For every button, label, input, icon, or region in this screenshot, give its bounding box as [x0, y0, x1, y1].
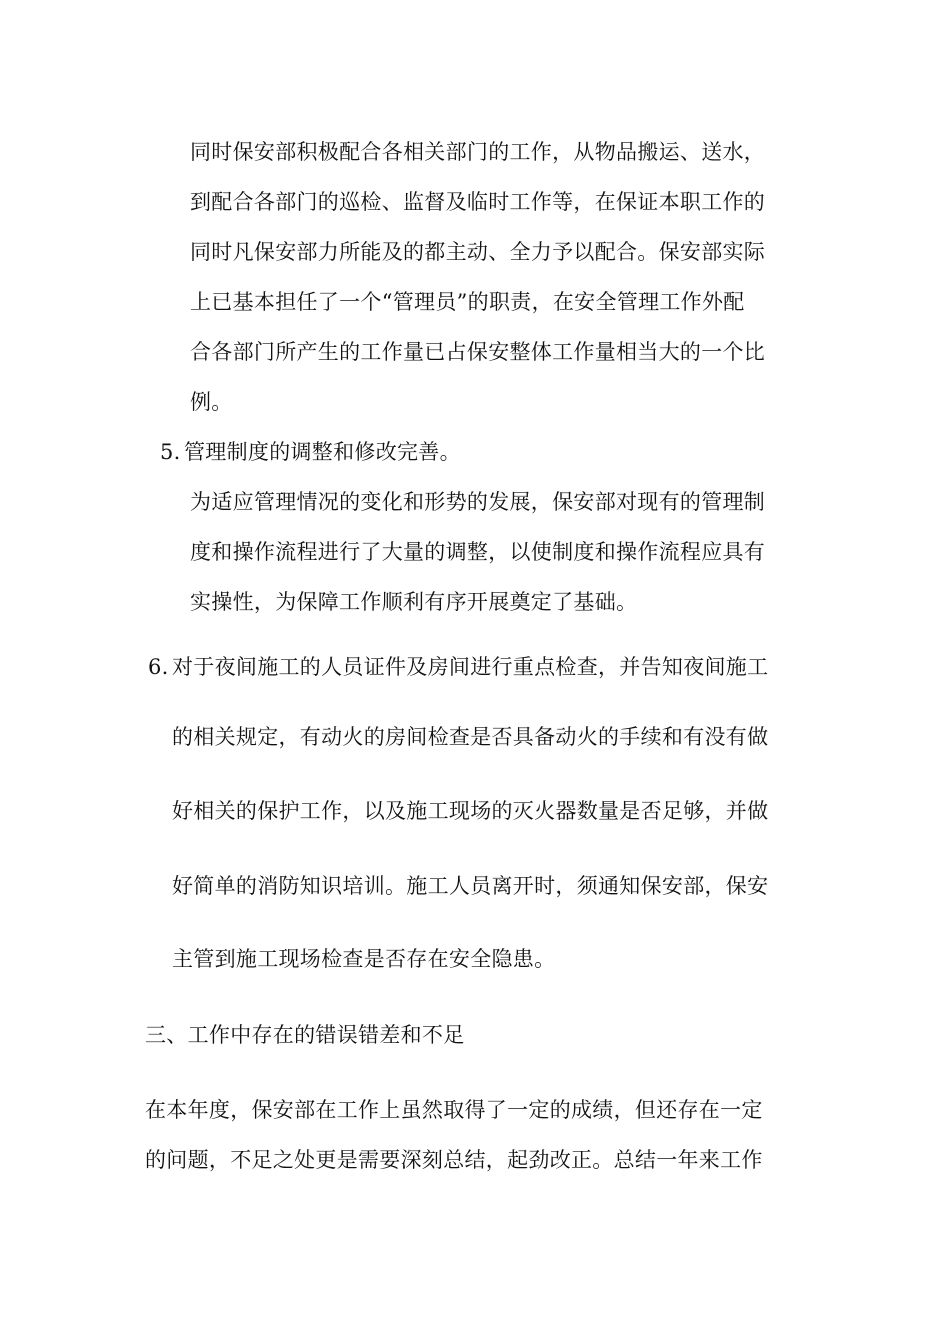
paragraph-line: 的相关规定，有动火的房间检查是否具备动火的手续和有没有做	[172, 725, 769, 749]
item-6-heading	[148, 653, 768, 681]
section-heading: 三、工作中存在的错误错差和不足	[145, 1023, 465, 1047]
paragraph-line: 在本年度，保安部在工作上虽然取得了一定的成绩，但还存在一定	[145, 1098, 763, 1122]
item-number: 6.	[148, 655, 169, 679]
paragraph-line: 实操性，为保障工作顺利有序开展奠定了基础。	[190, 590, 638, 614]
paragraph-line: 同时凡保安部力所能及的都主动、全力予以配合。保安部实际	[190, 240, 766, 264]
paragraph-line: 到配合各部门的巡检、监督及临时工作等，在保证本职工作的	[190, 190, 766, 214]
item-first-line: 对于夜间施工的人员证件及房间进行重点检查，并告知夜间施工	[172, 655, 769, 679]
paragraph-line: 例。	[190, 390, 233, 414]
paragraph-line: 主管到施工现场检查是否存在安全隐患。	[172, 947, 556, 971]
item-heading-text: 管理制度的调整和修改完善。	[184, 440, 461, 464]
paragraph-line: 好相关的保护工作，以及施工现场的灭火器数量是否足够，并做	[172, 799, 769, 823]
paragraph-line: 为适应管理情况的变化和形势的发展，保安部对现有的管理制	[190, 490, 766, 514]
paragraph-line: 的问题，不足之处更是需要深刻总结，起劲改正。总结一年来工作	[145, 1148, 763, 1172]
item-number: 5.	[160, 440, 181, 464]
paragraph-line: 上已基本担任了一个“管理员”的职责，在安全管理工作外配	[190, 290, 745, 314]
paragraph-line: 度和操作流程进行了大量的调整，以使制度和操作流程应具有	[190, 540, 766, 564]
item-5-heading	[160, 438, 461, 466]
paragraph-line: 同时保安部积极配合各相关部门的工作，从物品搬运、送水，	[190, 140, 766, 164]
paragraph-line: 合各部门所产生的工作量已占保安整体工作量相当大的一个比	[190, 340, 766, 364]
paragraph-line: 好简单的消防知识培训。施工人员离开时，须通知保安部，保安	[172, 874, 769, 898]
